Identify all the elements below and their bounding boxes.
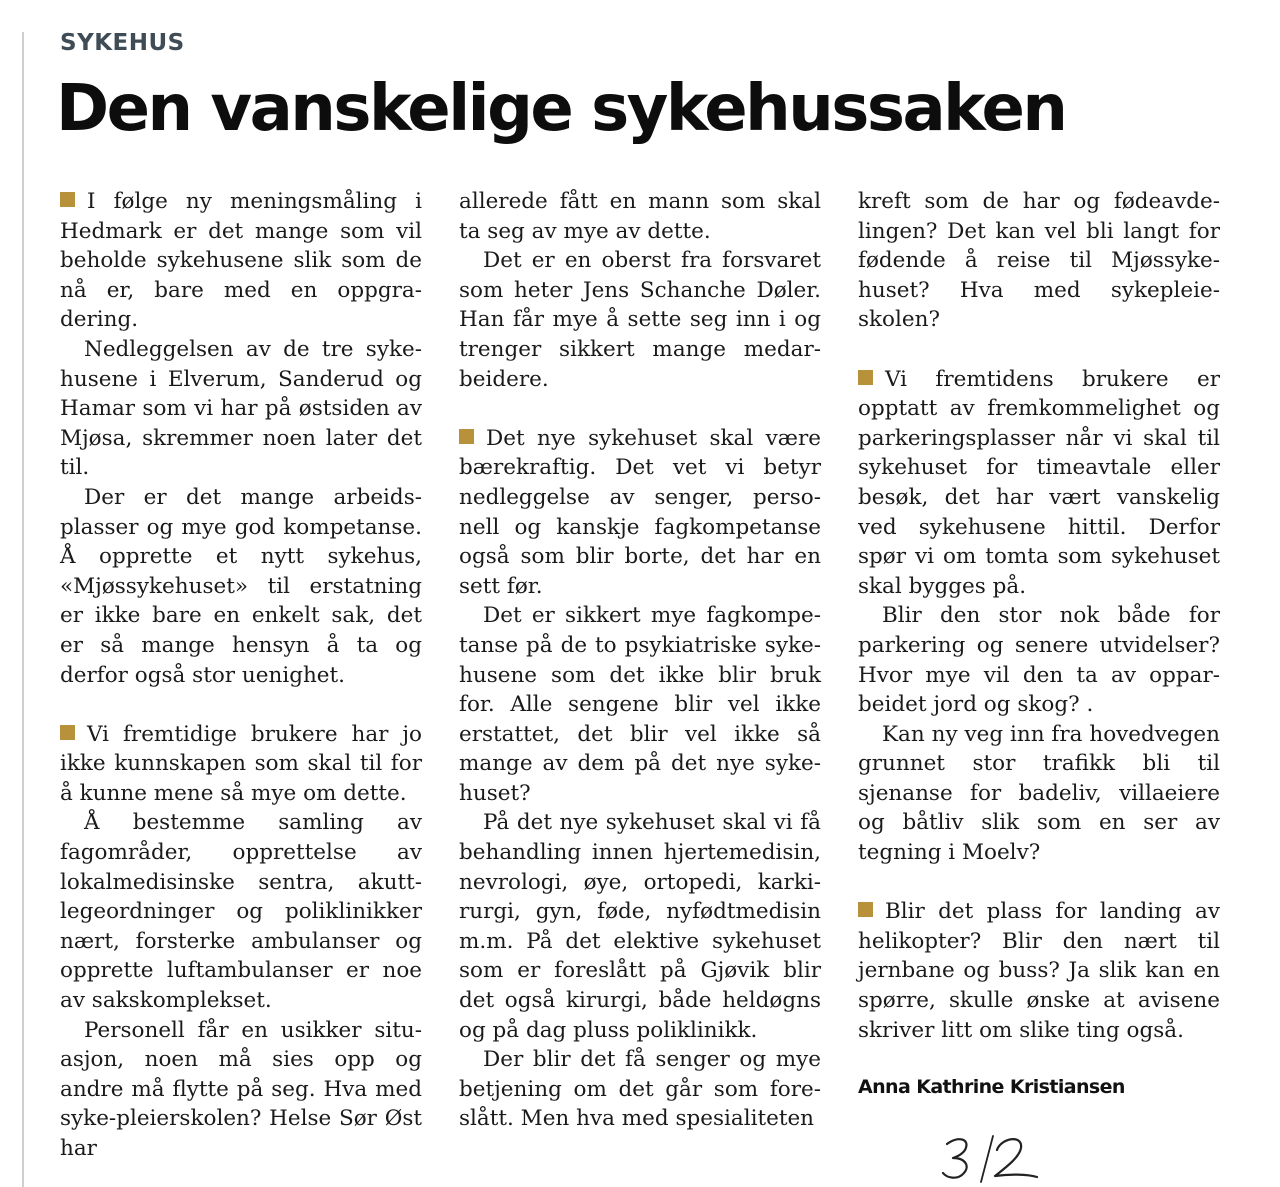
- handwritten-note-3-2: [935, 1130, 1055, 1185]
- article-column-3: [858, 187, 1220, 1045]
- paragraph-text: Blir det plass for landing av helikopter? Blir den nært til jernbane og buss? Ja slik kan en spørre, skulle ønske at avisene skriver litt om slike ting også.: [858, 899, 1220, 1043]
- headline: Den vanskelige sykehussaken: [56, 72, 1066, 146]
- article-column-1: [60, 187, 422, 1164]
- paragraph: [858, 897, 1220, 1045]
- paragraph: Der er det mange arbeids-plasser og mye god kompetanse. Å opprette et nytt sykehus, «Mjøssykehuset» til erstatning er ikke bare en enkelt sak, det er så mange hensyn å ta og derfor også stor uenighet.: [60, 484, 422, 688]
- paragraph: Personell får en usikker situ-asjon, noen må sies opp og andre må flytte på seg. Hva med syke-pleierskolen? Helse Sør Øst har: [60, 1017, 422, 1161]
- paragraph: allerede fått en mann som skal ta seg av mye av dette.: [459, 189, 821, 244]
- paragraph: kreft som de har og fødeavde-lingen? Det kan vel bli langt for fødende å reise til Mjøssyke-huset? Hva med sykepleie-skolen?: [858, 189, 1220, 333]
- paragraph: Å bestemme samling av fagområder, opprettelse av lokalmedisinske sentra, akutt-legeordninger og poliklinikker nært, forsterke ambulanser og opprette luftambulanser er noe av sakskomplekset.: [60, 810, 422, 1014]
- square-bullet-icon: [60, 725, 75, 740]
- section-kicker: SYKEHUS: [60, 30, 185, 56]
- paragraph-text: Det nye sykehuset skal være bærekraftig. Det vet vi betyr nedleggelse av senger, perso-nell og kanskje fagkompetanse også som blir borte, det har en sett før.: [459, 425, 821, 599]
- paragraph: Nedleggelsen av de tre syke-husene i Elverum, Sanderud og Hamar som vi har på østsiden av Mjøsa, skremmer noen later det til.: [60, 336, 422, 481]
- paragraph-text: Vi fremtidens brukere er opptatt av fremkommelighet og parkeringsplasser når vi skal til sykehuset for timeavtale eller besøk, det har vært vanskelig ved sykehusene hittil. Derfor spør vi om tomta som sykehuset skal bygges på.: [858, 366, 1220, 599]
- square-bullet-icon: [858, 902, 873, 917]
- paragraph: [60, 187, 422, 335]
- paragraph: Der blir det få senger og mye betjening om det går som fore-slått. Men hva med spesialiteten: [459, 1047, 821, 1132]
- paragraph: På det nye sykehuset skal vi få behandling innen hjertemedisin, nevrologi, øye, ortopedi, karki-rurgi, gyn, føde, nyfødtmedisin m.m. På det elektive sykehuset som er foreslått på Gjøvik blir det også kirurgi, både heldøgns og på dag pluss poliklinikk.: [459, 810, 821, 1043]
- paragraph: Det er sikkert mye fagkompe-tanse på de to psykiatriske syke-husene som det ikke blir bruk for. Alle sengene blir vel ikke erstattet, det blir vel ikke så mange av dem på det nye syke-huset?: [459, 603, 821, 806]
- square-bullet-icon: [60, 192, 75, 207]
- left-margin-rule: [22, 32, 24, 1187]
- author-byline: Anna Kathrine Kristiansen: [858, 1076, 1125, 1098]
- paragraph-text: I følge ny meningsmåling i Hedmark er det mange som vil beholde sykehusene slik som de nå er, bare med en oppgra-dering.: [60, 189, 422, 333]
- paragraph: Blir den stor nok både for parkering og senere utvidelser? Hvor mye vil den ta av oppar-beidet jord og skog? .: [858, 603, 1220, 718]
- square-bullet-icon: [459, 429, 474, 444]
- paragraph: [858, 365, 1220, 602]
- paragraph: Kan ny veg inn fra hovedvegen grunnet stor trafikk bli til sjenanse for badeliv, villaeiere og båtliv slik som en ser av tegning i Moelv?: [858, 721, 1220, 866]
- paragraph: Det er en oberst fra forsvaret som heter Jens Schanche Døler. Han får mye å sette seg inn i og trenger sikkert mange medar-beidere.: [459, 248, 821, 392]
- article-column-2: [459, 187, 821, 1134]
- paragraph-text: Vi fremtidige brukere har jo ikke kunnskapen som skal til for å kunne mene så mye om dette.: [60, 721, 422, 806]
- paragraph: [459, 424, 821, 602]
- paragraph: [60, 720, 422, 809]
- square-bullet-icon: [858, 370, 873, 385]
